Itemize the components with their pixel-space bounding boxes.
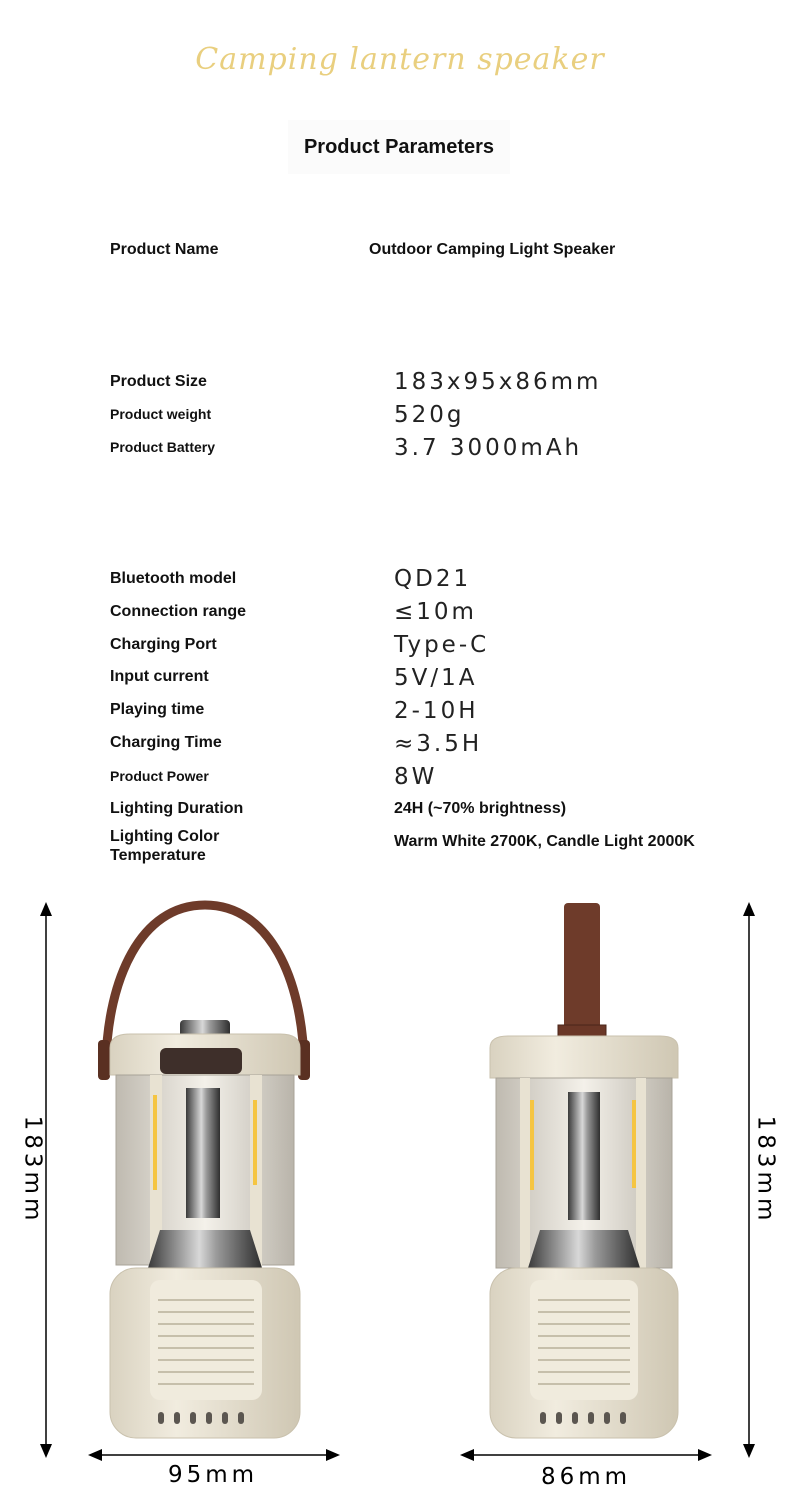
label-bluetooth-model: Bluetooth model (110, 570, 237, 587)
value-connection-range: ≤10m (394, 599, 477, 625)
value-product-name: Outdoor Camping Light Speaker (369, 241, 616, 258)
label-connection-range: Connection range (110, 603, 247, 620)
label-color-temp-line1: Lighting Color (110, 828, 220, 845)
label-playing-time: Playing time (110, 701, 205, 718)
height-label-left: 183mm (19, 1115, 46, 1225)
label-product-size: Product Size (110, 373, 207, 390)
value-product-size: 183x95x86mm (394, 369, 602, 395)
label-product-name: Product Name (110, 241, 219, 258)
width-arrow-front (88, 1449, 340, 1461)
page-title: Camping lantern speaker (195, 42, 605, 77)
value-input-current: 5V/1A (394, 665, 478, 691)
value-playing-time: 2-10H (394, 698, 479, 724)
width-arrow-side (460, 1449, 712, 1461)
label-product-power: Product Power (110, 768, 209, 784)
width-label-front: 95mm (167, 1462, 259, 1488)
label-charging-time: Charging Time (110, 734, 222, 751)
width-label-side: 86mm (540, 1464, 632, 1490)
label-charging-port: Charging Port (110, 636, 217, 653)
label-color-temp-line2: Temperature (110, 847, 206, 864)
value-product-weight: 520g (394, 402, 465, 428)
value-lighting-duration: 24H (~70% brightness) (394, 800, 567, 817)
label-lighting-duration: Lighting Duration (110, 800, 244, 817)
value-charging-time: ≈3.5H (394, 731, 483, 757)
lantern-side-view (490, 903, 678, 1438)
label-input-current: Input current (110, 668, 209, 685)
section-heading: Product Parameters (288, 120, 510, 174)
value-product-power: 8W (394, 764, 438, 790)
label-product-battery: Product Battery (110, 439, 216, 455)
value-charging-port: Type-C (394, 632, 490, 658)
value-bluetooth-model: QD21 (394, 566, 472, 592)
value-color-temp: Warm White 2700K, Candle Light 2000K (394, 833, 695, 850)
lantern-front-view (98, 905, 310, 1438)
label-product-weight: Product weight (110, 406, 212, 422)
height-label-right: 183mm (752, 1115, 779, 1225)
value-product-battery: 3.7 3000mAh (394, 435, 583, 461)
